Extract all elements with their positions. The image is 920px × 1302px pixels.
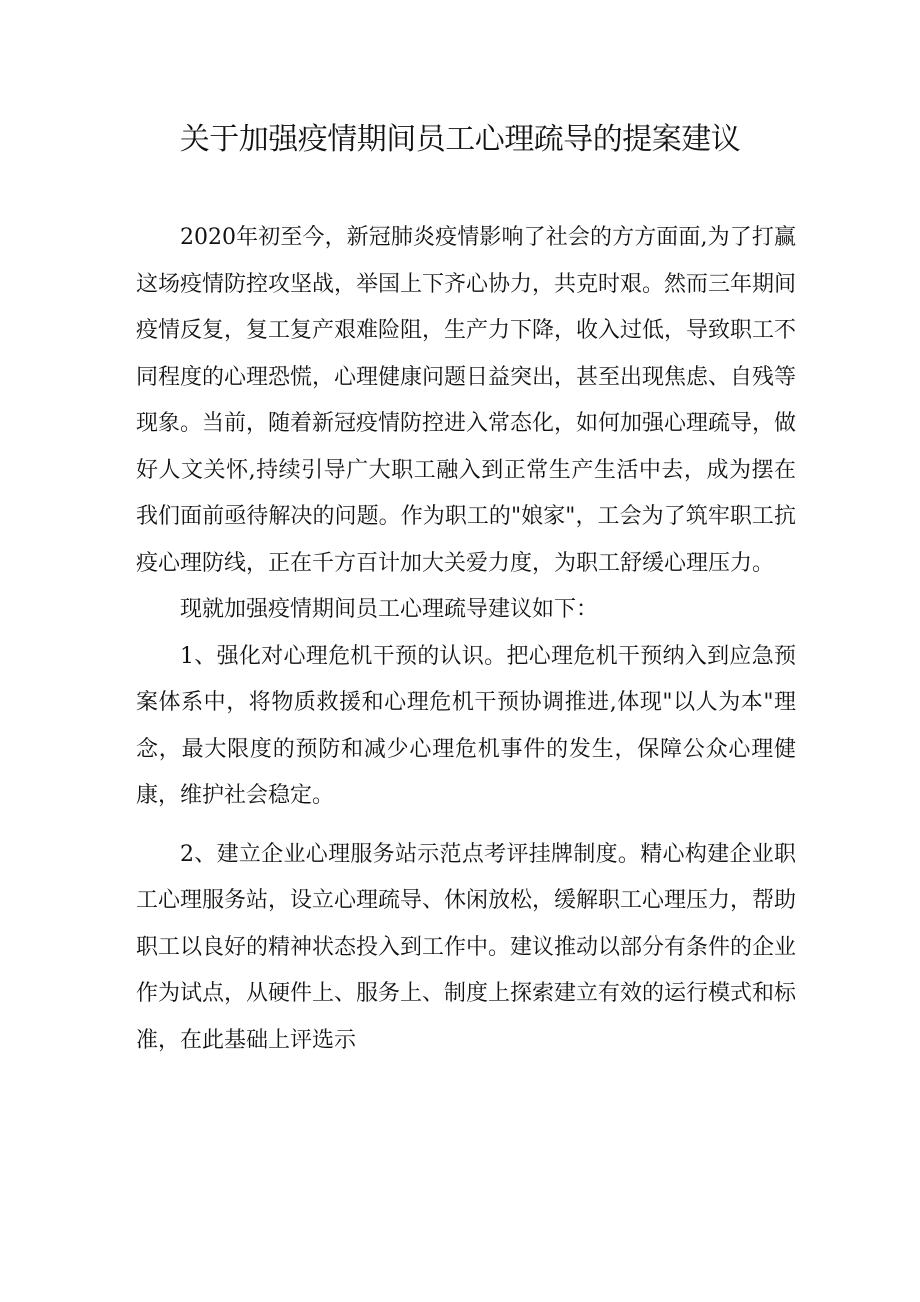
paragraph-suggestion-1: 1、强化对心理危机干预的认识。把心理危机干预纳入到应急预案体系中，将物质救援和心理危机干预协调推进,体现"以人为本"理念，最大限度的预防和减少心理危机事件的发生，保障公众心理健康，维护社会稳定。 (136, 643, 796, 808)
document-title: 关于加强疫情期间员工心理疏导的提案建议 (179, 122, 741, 157)
document-body (136, 215, 796, 1064)
paragraph-lead-in: 现就加强疫情期间员工心理疏导建议如下： (180, 597, 599, 622)
paragraph-suggestion-2: 2、建立企业心理服务站示范点考评挂牌制度。精心构建企业职工心理服务站，设立心理疏导、休闲放松，缓解职工心理压力，帮助职工以良好的精神状态投入到工作中。建议推动以部分有条件的企业作为试点，从硬件上、服务上、制度上探索建立有效的运行模式和标准，在此基础上评选示 (136, 841, 797, 1053)
paragraph-intro: 2020年初至今，新冠肺炎疫情影响了社会的方方面面,为了打赢这场疫情防控攻坚战，举国上下齐心协力，共克时艰。然而三年期间疫情反复，复工复产艰难险阻，生产力下降，收入过低，导致职工不同程度的心理恐慌，心理健康问题日益突出，甚至出现焦虑、自残等现象。当前，随着新冠疫情防控进入常态化，如何加强心理疏导，做好人文关怀,持续引导广大职工融入到正常生产生活中去，成为摆在我们面前亟待解决的问题。作为职工的"娘家"，工会为了筑牢职工抗疫心理防线，正在千方百计加大关爱力度，为职工舒缓心理压力。 (136, 225, 797, 576)
